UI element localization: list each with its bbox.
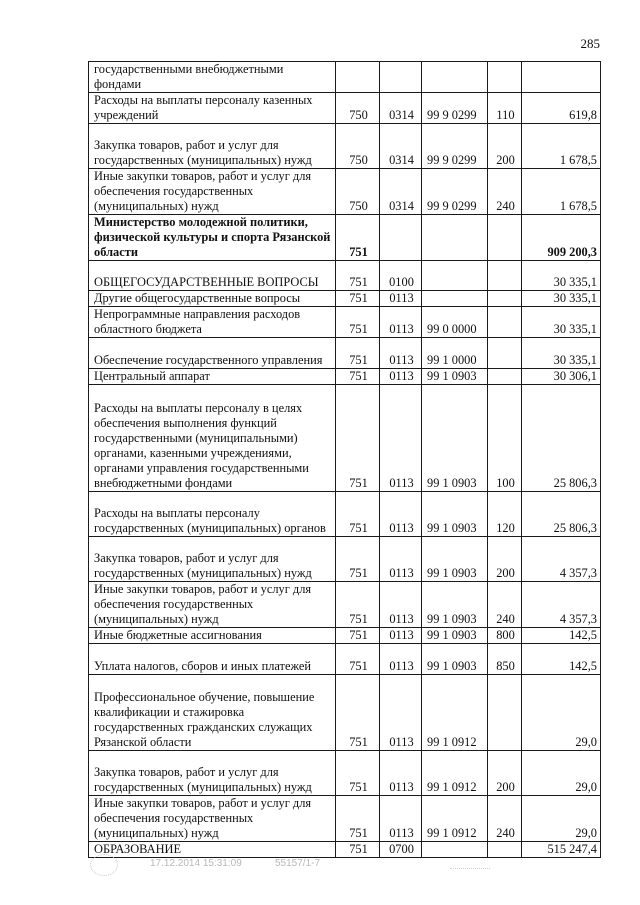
- row-code: 751: [336, 291, 380, 307]
- row-name: ОБЩЕГОСУДАРСТВЕННЫЕ ВОПРОСЫ: [89, 261, 336, 291]
- row-type: 100: [488, 385, 522, 492]
- row-type: 120: [488, 492, 522, 537]
- row-type: 800: [488, 628, 522, 644]
- row-section: 0113: [380, 492, 422, 537]
- row-section: 0113: [380, 369, 422, 385]
- table-row: [89, 369, 601, 385]
- row-name: Расходы на выплаты персоналу в целях обеспечения выполнения функций государственными (муниципальными) органами, казенными учреждениями, органами управления государственными внебюджетными фондами: [89, 385, 336, 492]
- row-code: 751: [336, 751, 380, 796]
- row-article: 99 1 0903: [422, 537, 488, 582]
- row-code: 750: [336, 124, 380, 169]
- row-sum: 909 200,3: [522, 215, 601, 261]
- row-section: 0113: [380, 675, 422, 751]
- row-article: 99 1 0903: [422, 369, 488, 385]
- row-section: 0314: [380, 93, 422, 124]
- row-name: Иные закупки товаров, работ и услуг для обеспечения государственных (муниципальных) нужд: [89, 582, 336, 628]
- row-name: Центральный аппарат: [89, 369, 336, 385]
- row-section: 0113: [380, 582, 422, 628]
- row-sum: 29,0: [522, 675, 601, 751]
- table-row: [89, 338, 601, 369]
- row-sum: 619,8: [522, 93, 601, 124]
- row-sum: 1 678,5: [522, 169, 601, 215]
- row-section: 0314: [380, 124, 422, 169]
- footer-timestamp: 17.12.2014 15:31:09: [150, 858, 242, 869]
- table-row: [89, 93, 601, 124]
- row-article: 99 1 0903: [422, 582, 488, 628]
- table-row: [89, 169, 601, 215]
- row-type: 110: [488, 93, 522, 124]
- row-article: [422, 215, 488, 261]
- row-article: 99 9 0299: [422, 169, 488, 215]
- row-code: 750: [336, 93, 380, 124]
- row-name: Иные закупки товаров, работ и услуг для обеспечения государственных (муниципальных) нужд: [89, 169, 336, 215]
- row-sum: 4 357,3: [522, 582, 601, 628]
- row-name: Иные бюджетные ассигнования: [89, 628, 336, 644]
- row-code: 750: [336, 169, 380, 215]
- table-row: [89, 124, 601, 169]
- row-name: Профессиональное обучение, повышение квалификации и стажировка государственных гражданских служащих Рязанской области: [89, 675, 336, 751]
- row-sum: 29,0: [522, 751, 601, 796]
- row-section: 0113: [380, 385, 422, 492]
- table-row: [89, 796, 601, 842]
- row-section: 0113: [380, 338, 422, 369]
- row-name: Расходы на выплаты персоналу казенных учреждений: [89, 93, 336, 124]
- footer-doc-number: 55157/1-7: [275, 858, 321, 869]
- row-article: 99 9 0299: [422, 93, 488, 124]
- row-article: [422, 62, 488, 93]
- row-code: [336, 62, 380, 93]
- row-article: [422, 261, 488, 291]
- row-name: Министерство молодежной политики, физической культуры и спорта Рязанской области: [89, 215, 336, 261]
- row-section: [380, 215, 422, 261]
- row-type: 240: [488, 582, 522, 628]
- row-type: 200: [488, 751, 522, 796]
- row-name: Уплата налогов, сборов и иных платежей: [89, 644, 336, 675]
- row-code: 751: [336, 261, 380, 291]
- table-row: [89, 537, 601, 582]
- row-section: [380, 62, 422, 93]
- row-sum: 30 306,1: [522, 369, 601, 385]
- row-sum: 30 335,1: [522, 307, 601, 338]
- row-type: [488, 675, 522, 751]
- row-code: 751: [336, 307, 380, 338]
- table-row: [89, 628, 601, 644]
- row-code: 751: [336, 644, 380, 675]
- row-section: 0113: [380, 537, 422, 582]
- row-name: Закупка товаров, работ и услуг для государственных (муниципальных) нужд: [89, 751, 336, 796]
- row-type: [488, 62, 522, 93]
- row-code: 751: [336, 582, 380, 628]
- table-row: [89, 675, 601, 751]
- row-type: 200: [488, 124, 522, 169]
- row-section: 0113: [380, 628, 422, 644]
- row-article: 99 9 0299: [422, 124, 488, 169]
- row-sum: 142,5: [522, 628, 601, 644]
- row-type: [488, 261, 522, 291]
- table-row: [89, 751, 601, 796]
- row-article: 99 1 0903: [422, 385, 488, 492]
- table-row: [89, 307, 601, 338]
- row-code: 751: [336, 537, 380, 582]
- row-section: 0700: [380, 842, 422, 858]
- row-sum: 30 335,1: [522, 291, 601, 307]
- budget-table: [88, 61, 601, 858]
- row-sum: 30 335,1: [522, 338, 601, 369]
- row-sum: 25 806,3: [522, 385, 601, 492]
- row-article: 99 1 0903: [422, 644, 488, 675]
- row-name: Расходы на выплаты персоналу государственных (муниципальных) органов: [89, 492, 336, 537]
- row-name: Другие общегосударственные вопросы: [89, 291, 336, 307]
- row-name: Непрограммные направления расходов областного бюджета: [89, 307, 336, 338]
- scan-smudge: [450, 858, 490, 869]
- row-name: Обеспечение государственного управления: [89, 338, 336, 369]
- row-type: [488, 291, 522, 307]
- row-type: 850: [488, 644, 522, 675]
- row-type: [488, 215, 522, 261]
- row-name: ОБРАЗОВАНИЕ: [89, 842, 336, 858]
- row-sum: 30 335,1: [522, 261, 601, 291]
- row-sum: 4 357,3: [522, 537, 601, 582]
- table-row: [89, 492, 601, 537]
- row-type: [488, 307, 522, 338]
- row-name: Закупка товаров, работ и услуг для государственных (муниципальных) нужд: [89, 537, 336, 582]
- scan-footer: [90, 854, 590, 874]
- row-name: Закупка товаров, работ и услуг для государственных (муниципальных) нужд: [89, 124, 336, 169]
- row-code: 751: [336, 628, 380, 644]
- table-row: [89, 644, 601, 675]
- row-name: государственными внебюджетными фондами: [89, 62, 336, 93]
- row-sum: 25 806,3: [522, 492, 601, 537]
- row-code: 751: [336, 369, 380, 385]
- row-code: 751: [336, 492, 380, 537]
- row-article: 99 1 0912: [422, 675, 488, 751]
- row-code: 751: [336, 796, 380, 842]
- row-sum: 142,5: [522, 644, 601, 675]
- row-article: 99 1 0903: [422, 628, 488, 644]
- row-code: 751: [336, 215, 380, 261]
- row-section: 0113: [380, 796, 422, 842]
- row-section: 0314: [380, 169, 422, 215]
- row-section: 0113: [380, 644, 422, 675]
- row-article: 99 1 0000: [422, 338, 488, 369]
- table-row: [89, 385, 601, 492]
- row-type: 240: [488, 796, 522, 842]
- row-sum: 1 678,5: [522, 124, 601, 169]
- table-row: [89, 62, 601, 93]
- row-article: 99 1 0912: [422, 751, 488, 796]
- table-row-ministry: [89, 215, 601, 261]
- row-code: 751: [336, 338, 380, 369]
- row-article: 99 1 0903: [422, 492, 488, 537]
- row-type: [488, 338, 522, 369]
- table-row: [89, 261, 601, 291]
- row-type: [488, 369, 522, 385]
- row-type: 200: [488, 537, 522, 582]
- row-article: 99 0 0000: [422, 307, 488, 338]
- row-code: 751: [336, 675, 380, 751]
- row-code: 751: [336, 842, 380, 858]
- row-code: 751: [336, 385, 380, 492]
- table-row: [89, 291, 601, 307]
- row-type: 240: [488, 169, 522, 215]
- stamp-mark: [90, 854, 118, 876]
- row-sum: 29,0: [522, 796, 601, 842]
- row-sum: [522, 62, 601, 93]
- row-article: 99 1 0912: [422, 796, 488, 842]
- row-name: Иные закупки товаров, работ и услуг для обеспечения государственных (муниципальных) нужд: [89, 796, 336, 842]
- row-section: 0113: [380, 307, 422, 338]
- row-section: 0100: [380, 261, 422, 291]
- row-section: 0113: [380, 751, 422, 796]
- row-sum: 515 247,4: [522, 842, 601, 858]
- page-number: 285: [580, 36, 600, 51]
- row-section: 0113: [380, 291, 422, 307]
- row-article: [422, 291, 488, 307]
- table-row: [89, 582, 601, 628]
